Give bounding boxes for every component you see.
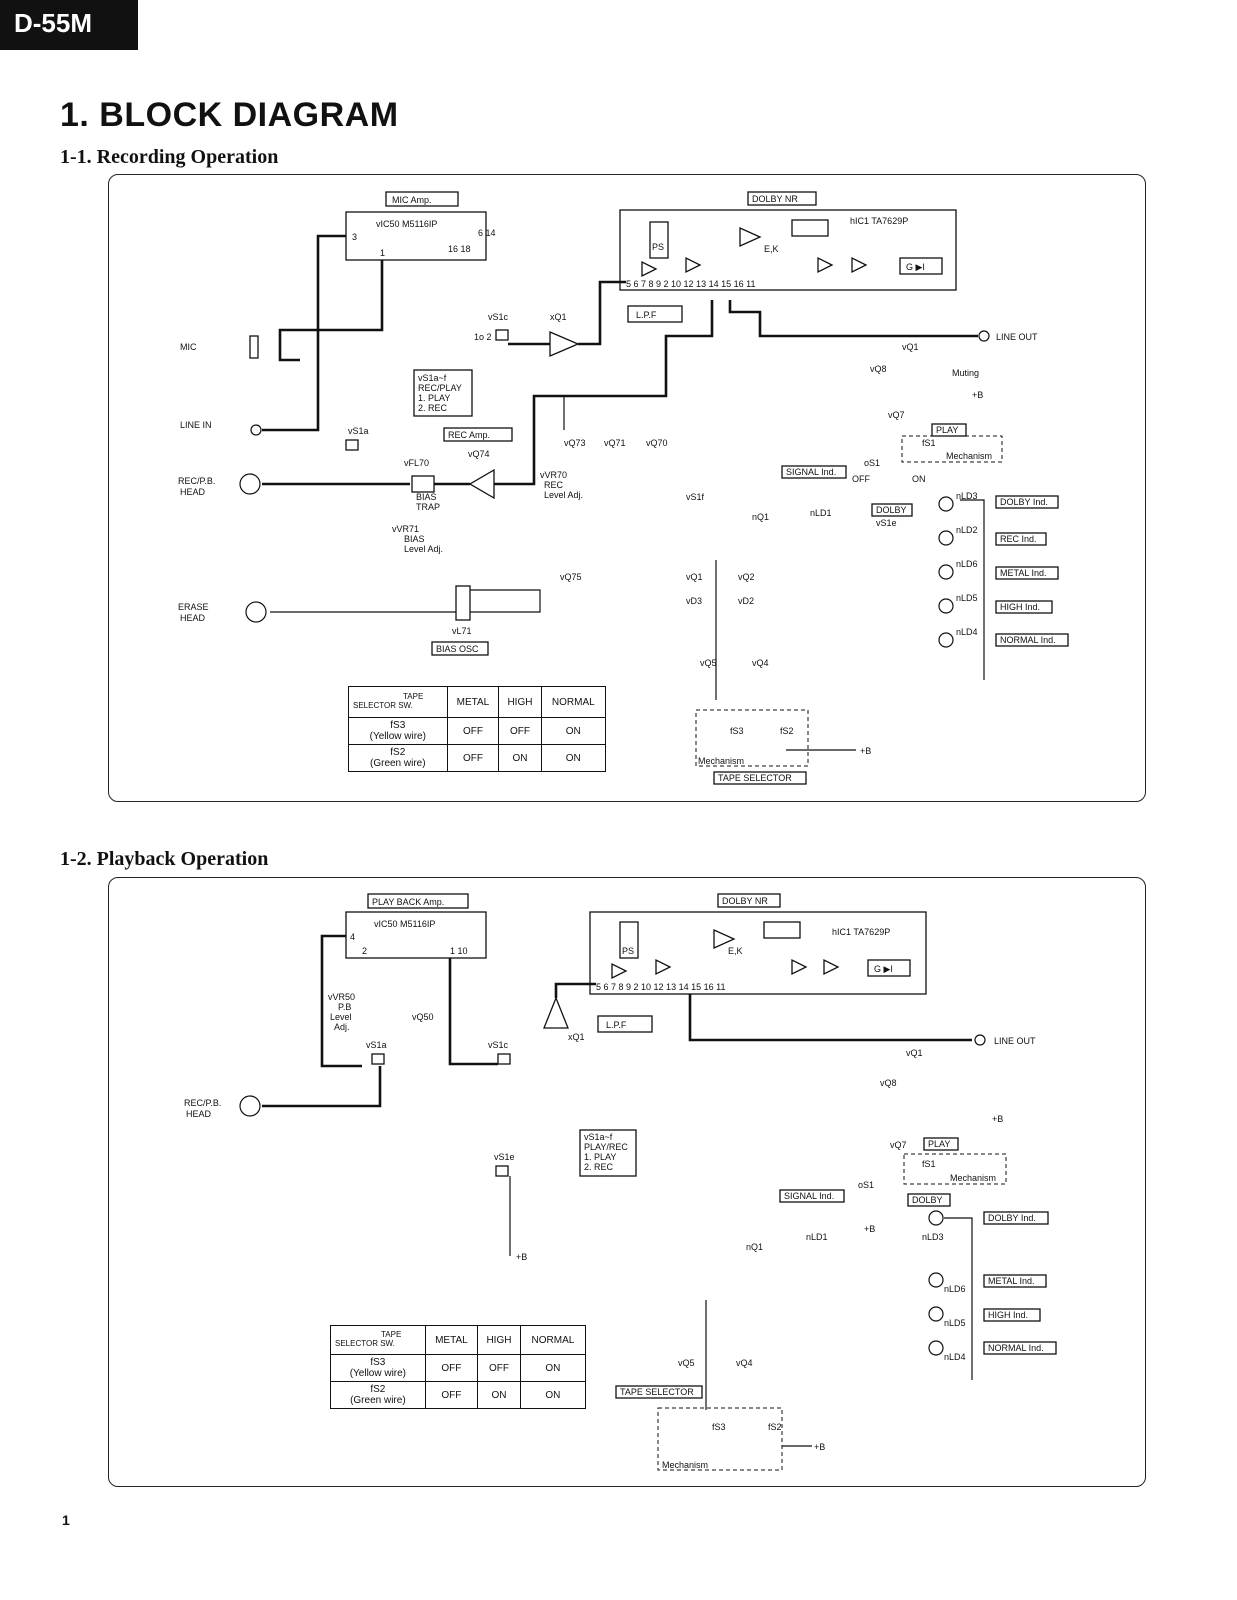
s1a-label: vS1a xyxy=(348,426,369,436)
rec-col-metal: METAL xyxy=(447,687,499,718)
pin-16-18: 16 18 xyxy=(448,244,471,254)
s1a-f-note-4: 2. REC xyxy=(418,403,448,413)
s1a-f-note-1: vS1a~f xyxy=(418,373,447,383)
s1c-pins: 1o 2 xyxy=(474,332,492,342)
pb-ld4-led xyxy=(929,1341,943,1355)
pb-ld3-led xyxy=(929,1211,943,1225)
pb-xq1-triangle xyxy=(544,998,568,1028)
pb-s1-label: fS1 xyxy=(922,1159,936,1169)
pb-os1-label: oS1 xyxy=(858,1180,875,1190)
off-label: OFF xyxy=(852,474,870,484)
q1-label: vQ1 xyxy=(902,342,919,352)
rec-row-fs3: fS3 (Yellow wire) xyxy=(349,718,448,745)
pb-q1-label: vQ1 xyxy=(906,1048,923,1058)
pin-3: 3 xyxy=(352,232,358,242)
q73-label: vQ73 xyxy=(564,438,586,448)
pb-ld3-label: nLD3 xyxy=(922,1232,944,1242)
pb-pin-4: 4 xyxy=(350,932,356,942)
tape-selector-label: TAPE SELECTOR xyxy=(718,773,792,783)
rec-col-normal: NORMAL xyxy=(541,687,605,718)
vr70-label: vVR70 xyxy=(540,470,568,480)
pb-col-metal: METAL xyxy=(425,1326,477,1355)
vr71-label-2: BIAS xyxy=(404,534,425,544)
pb-q50-label: vQ50 xyxy=(412,1012,434,1022)
ps-text: PS xyxy=(652,242,665,252)
model-number: D-55M xyxy=(14,8,93,38)
pb-head-label: REC/P.B. xyxy=(184,1098,222,1108)
q75-label: vQ75 xyxy=(560,572,582,582)
pb-row-fs2: fS2 (Green wire) xyxy=(331,1382,426,1409)
signal-ind-label: SIGNAL Ind. xyxy=(786,467,837,477)
pb-mechanism-label-2: Mechanism xyxy=(662,1460,709,1470)
pb-xq1-label: xQ1 xyxy=(568,1032,585,1042)
pb-s1c-switch xyxy=(498,1054,510,1064)
mic-label: MIC xyxy=(180,342,197,352)
pb-metal-ind-label: METAL Ind. xyxy=(988,1276,1035,1286)
pb-s1e-label: vS1e xyxy=(494,1152,515,1162)
rec-row-fs2: fS2 (Green wire) xyxy=(349,745,448,772)
dolby-sw-label: DOLBY xyxy=(876,505,907,515)
pb-nld1-label: nLD1 xyxy=(806,1232,828,1242)
metal-ind-label: METAL Ind. xyxy=(1000,568,1047,578)
page-title: 1. BLOCK DIAGRAM xyxy=(60,96,399,134)
pb-cell: ON xyxy=(478,1382,521,1409)
rec-cell: OFF xyxy=(447,745,499,772)
fl70-label: vFL70 xyxy=(404,458,430,468)
pb-nq1-label: nQ1 xyxy=(746,1242,764,1252)
plus-b-2: +B xyxy=(860,746,872,756)
ek-text: E,K xyxy=(764,244,779,254)
pb-line-out-label: LINE OUT xyxy=(994,1036,1036,1046)
rec-col-high: HIGH xyxy=(499,687,541,718)
rec-pb-head-label-2: HEAD xyxy=(180,487,206,497)
pb-ps-text: PS xyxy=(622,946,635,956)
pb-ic1-label: hIC1 TA7629P xyxy=(832,927,891,937)
vq4-label: vQ4 xyxy=(752,658,769,668)
pb-cell: ON xyxy=(520,1355,585,1382)
rec-cell: OFF xyxy=(447,718,499,745)
pb-vr50-label-3: Level xyxy=(330,1012,352,1022)
pb-note-2: PLAY/REC xyxy=(584,1142,628,1152)
pb-q8-label: vQ8 xyxy=(880,1078,897,1088)
pb-s1a-label: vS1a xyxy=(366,1040,387,1050)
section-recording-title: 1-1. Recording Operation xyxy=(60,146,279,168)
pb-tape-selector-label: TAPE SELECTOR xyxy=(620,1387,694,1397)
fs2-label: fS2 xyxy=(780,726,794,736)
pb-play-label: PLAY xyxy=(928,1139,951,1149)
pb-vr50-label-2: P.B xyxy=(338,1002,352,1012)
pb-s1e-switch xyxy=(496,1166,508,1176)
pb-wire-line-out xyxy=(690,994,972,1040)
pb-note-4: 2. REC xyxy=(584,1162,614,1172)
pb-dolby-sw-label: DOLBY xyxy=(912,1195,943,1205)
s1c-label: vS1c xyxy=(488,312,509,322)
pb-normal-ind-label: NORMAL Ind. xyxy=(988,1343,1044,1353)
pin-1: 1 xyxy=(380,248,386,258)
pb-dolby-pins: 5 6 7 8 9 2 10 12 13 14 15 16 11 xyxy=(596,982,726,992)
pb-line-out-jack xyxy=(975,1035,985,1045)
line-in-label: LINE IN xyxy=(180,420,212,430)
rec-amp-label: REC Amp. xyxy=(448,430,491,440)
pb-wire-head xyxy=(262,1066,380,1106)
pb-ld5-label: nLD5 xyxy=(944,1318,966,1328)
pb-dolby-label: DOLBY NR xyxy=(722,896,768,906)
pin-6-14: 6 14 xyxy=(478,228,496,238)
pb-h-block xyxy=(764,922,800,938)
pb-plus-b-3: +B xyxy=(814,1442,826,1452)
pb-ld4-label: nLD4 xyxy=(944,1352,966,1362)
q7-label: vQ7 xyxy=(888,410,905,420)
pb-fs2-label: fS2 xyxy=(768,1422,782,1432)
ic50-label: vIC50 M5116IP xyxy=(376,219,438,229)
rec-ind-label: REC Ind. xyxy=(1000,534,1037,544)
pb-row-fs3: fS3 (Yellow wire) xyxy=(331,1355,426,1382)
pb-ld6-led xyxy=(929,1273,943,1287)
rec-pb-head-label: REC/P.B. xyxy=(178,476,216,486)
pb-fs3-label: fS3 xyxy=(712,1422,726,1432)
section-playback-title: 1-2. Playback Operation xyxy=(60,848,269,870)
bias-osc-label: BIAS OSC xyxy=(436,644,479,654)
pb-plus-b-s1e: +B xyxy=(516,1252,528,1262)
l71-label: vL71 xyxy=(452,626,472,636)
pb-pin-1-10: 1 10 xyxy=(450,946,468,956)
pb-table-corner: TAPE SELECTOR SW. xyxy=(331,1326,426,1355)
pb-s1c-label: vS1c xyxy=(488,1040,509,1050)
pb-col-normal: NORMAL xyxy=(520,1326,585,1355)
os1-label: oS1 xyxy=(864,458,881,468)
vq1b-label: vQ1 xyxy=(686,572,703,582)
pb-q7-label: vQ7 xyxy=(890,1140,907,1150)
rec-cell: OFF xyxy=(499,718,541,745)
pb-rec-pb-head xyxy=(240,1096,260,1116)
pb-selector-table xyxy=(330,1325,586,1409)
pb-ic50-label: vIC50 M5116IP xyxy=(374,919,436,929)
q70-label: vQ70 xyxy=(646,438,668,448)
pb-signal-ind-label: SIGNAL Ind. xyxy=(784,1191,835,1201)
mechanism-label-2: Mechanism xyxy=(698,756,745,766)
rec-cell: ON xyxy=(541,745,605,772)
pb-note-1: vS1a~f xyxy=(584,1132,613,1142)
play-label: PLAY xyxy=(936,425,959,435)
rec-table-corner: TAPE SELECTOR SW. xyxy=(349,687,448,718)
q74-label: vQ74 xyxy=(468,449,490,459)
high-ind-label: HIGH Ind. xyxy=(1000,602,1041,612)
pb-vq4-label: vQ4 xyxy=(736,1358,753,1368)
dolby-pins: 5 6 7 8 9 2 10 12 13 14 15 16 11 xyxy=(626,279,756,289)
pb-vr50-label: vVR50 xyxy=(328,992,356,1002)
pb-s1a-switch xyxy=(372,1054,384,1064)
pb-plus-b-1: +B xyxy=(992,1114,1004,1124)
pb-g-text: G ▶I xyxy=(874,964,893,974)
ld5-label: nLD5 xyxy=(956,593,978,603)
nq1-label: nQ1 xyxy=(752,512,770,522)
vr71-label: vVR71 xyxy=(392,524,420,534)
vr71-label-3: Level Adj. xyxy=(404,544,444,554)
pb-cell: OFF xyxy=(425,1382,477,1409)
s1e-label: vS1e xyxy=(876,518,897,528)
vr70-label-2: REC xyxy=(544,480,564,490)
rec-selector-table xyxy=(348,686,606,772)
pb-amp-label: PLAY BACK Amp. xyxy=(372,897,445,907)
pb-vr50-label-4: Adj. xyxy=(334,1022,350,1032)
pb-note-3: 1. PLAY xyxy=(584,1152,617,1162)
erase-head-label-2: HEAD xyxy=(180,613,206,623)
fs3-label: fS3 xyxy=(730,726,744,736)
pb-ld6-label: nLD6 xyxy=(944,1284,966,1294)
pb-ek-text: E,K xyxy=(728,946,743,956)
pb-head-label-2: HEAD xyxy=(186,1109,212,1119)
q8-label: vQ8 xyxy=(870,364,887,374)
pb-ld5-led xyxy=(929,1307,943,1321)
pb-pin-2: 2 xyxy=(362,946,368,956)
vd2-label: vD2 xyxy=(738,596,755,606)
erase-head-label: ERASE xyxy=(178,602,209,612)
pb-high-ind-label: HIGH Ind. xyxy=(988,1310,1029,1320)
ld4-label: nLD4 xyxy=(956,627,978,637)
ic1-label: hIC1 TA7629P xyxy=(850,216,909,226)
normal-ind-label: NORMAL Ind. xyxy=(1000,635,1056,645)
g-text: G ▶I xyxy=(906,262,925,272)
xq1-label: xQ1 xyxy=(550,312,567,322)
page-number: 1 xyxy=(62,1512,70,1528)
s1f-label: vS1f xyxy=(686,492,705,502)
bias-trap-label-2: TRAP xyxy=(416,502,441,512)
lpf-label: L.P.F xyxy=(636,310,657,320)
ld6-label: nLD6 xyxy=(956,559,978,569)
pb-mechanism-label: Mechanism xyxy=(950,1173,997,1183)
mechanism-label: Mechanism xyxy=(946,451,993,461)
dolby-nr-label: DOLBY NR xyxy=(752,194,798,204)
rec-cell: ON xyxy=(499,745,541,772)
ld3-label: nLD3 xyxy=(956,491,978,501)
vd3-label: vD3 xyxy=(686,596,703,606)
vr70-label-3: Level Adj. xyxy=(544,490,584,500)
ld2-label: nLD2 xyxy=(956,525,978,535)
pb-cell: OFF xyxy=(478,1355,521,1382)
s1a-f-note-3: 1. PLAY xyxy=(418,393,451,403)
vq5-label: vQ5 xyxy=(700,658,717,668)
pb-col-high: HIGH xyxy=(478,1326,521,1355)
pb-cell: ON xyxy=(520,1382,585,1409)
s1a-f-note-2: REC/PLAY xyxy=(418,383,462,393)
rec-cell: ON xyxy=(541,718,605,745)
pb-vq5-label: vQ5 xyxy=(678,1358,695,1368)
q71-label: vQ71 xyxy=(604,438,626,448)
s1-label: fS1 xyxy=(922,438,936,448)
dolby-ind-label: DOLBY Ind. xyxy=(1000,497,1048,507)
muting-label: Muting xyxy=(952,368,980,378)
pb-plus-b-2: +B xyxy=(864,1224,876,1234)
line-out-label: LINE OUT xyxy=(996,332,1038,342)
mic-amp-label: MIC Amp. xyxy=(392,195,432,205)
plus-b-1: +B xyxy=(972,390,984,400)
nld1-label: nLD1 xyxy=(810,508,832,518)
pb-cell: OFF xyxy=(425,1355,477,1382)
pb-dolby-ind-label: DOLBY Ind. xyxy=(988,1213,1036,1223)
vq2-label: vQ2 xyxy=(738,572,755,582)
on-label: ON xyxy=(912,474,926,484)
pb-lpf-label: L.P.F xyxy=(606,1020,627,1030)
bias-trap-label: BIAS xyxy=(416,492,437,502)
